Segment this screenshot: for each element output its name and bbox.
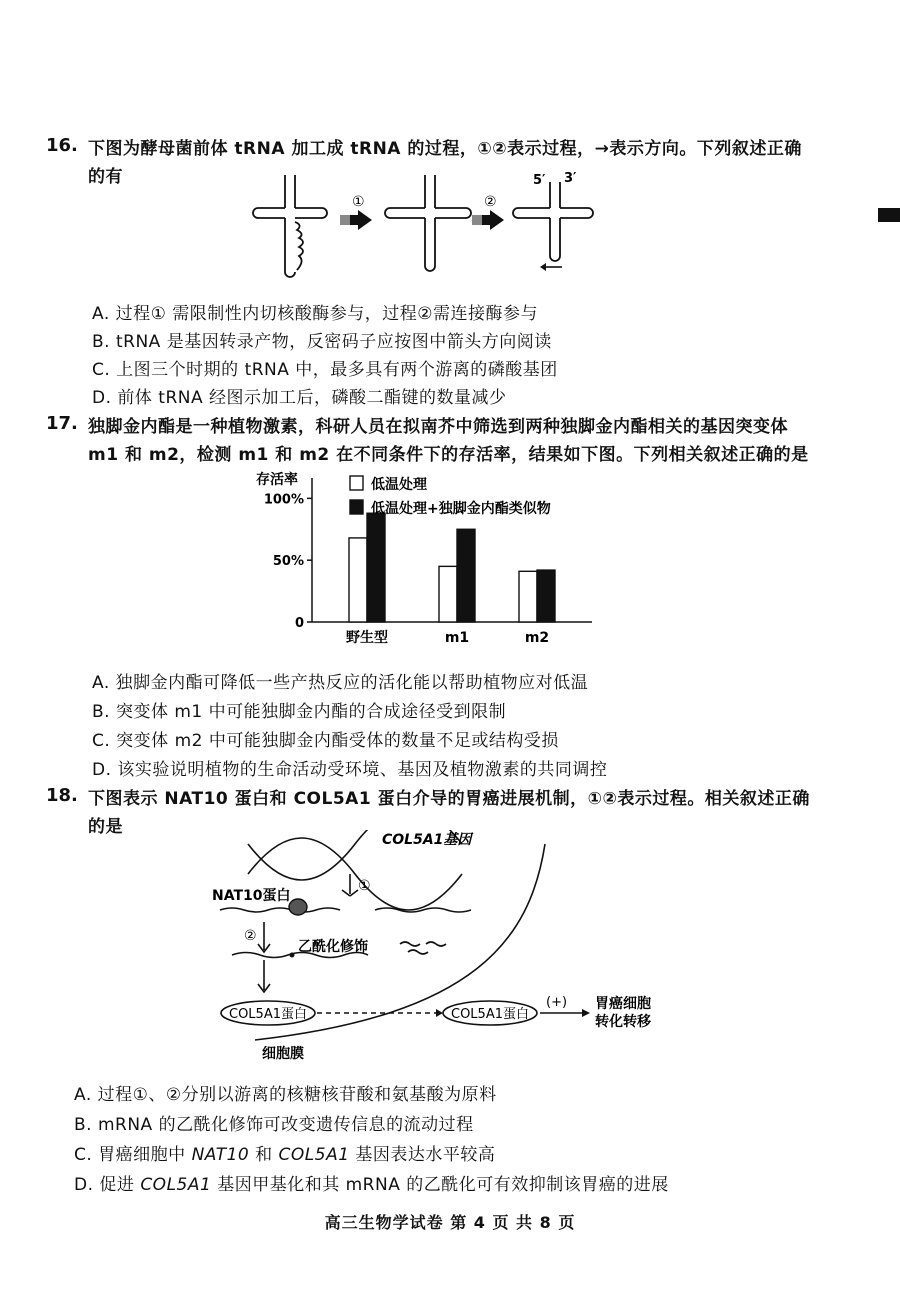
q17-option-d: D. 该实验说明植物的生命活动受环境、基因及植物激素的共同调控 [92, 760, 608, 780]
q18-option-a: A. 过程①、②分别以游离的核糖核苷酸和氨基酸为原料 [74, 1085, 497, 1105]
trna-processing-figure [240, 170, 600, 282]
direction-arrow [540, 263, 562, 271]
y-tick-label: 100% [263, 492, 304, 508]
q16-option-b: B. tRNA 是基因转录产物，反密码子应按图中箭头方向阅读 [92, 332, 552, 352]
q17-option-c: C. 突变体 m2 中可能独脚金内酯受体的数量不足或结构受损 [92, 731, 559, 751]
q16-option-d: D. 前体 tRNA 经图示加工后，磷酸二酯键的数量减少 [92, 388, 507, 408]
secretion-arrow-head [436, 1009, 443, 1017]
bar-cold-plus-analog-0 [367, 513, 385, 622]
cut-trna [385, 175, 471, 271]
legend-label: 低温处理+独脚金内酯类似物 [371, 501, 551, 517]
legend-label: 低温处理 [371, 477, 427, 493]
protein-left-label: COL5A1蛋白 [229, 1007, 307, 1022]
page-footer: 高三生物学试卷 第 4 页 共 8 页 [324, 1213, 576, 1232]
q18-option-c-mid: 和 [249, 1145, 279, 1165]
precursor-trna [253, 175, 327, 277]
q16-option-c: C. 上图三个时期的 tRNA 中，最多具有两个游离的磷酸基团 [92, 360, 558, 380]
y-axis-label: 存活率 [256, 472, 298, 488]
step2-label: ② [484, 194, 497, 210]
bar-cold-plus-analog-1 [457, 529, 475, 622]
nat10-protein-icon [289, 899, 307, 915]
q18-option-d-suffix: 基因甲基化和其 mRNA 的乙酰化可有效抑制该胃癌的进展 [211, 1175, 669, 1195]
q18-option-d-prefix: D. 促进 [74, 1175, 141, 1195]
step1-arrow [340, 210, 372, 230]
translation-arrow [258, 922, 270, 952]
five-prime-label: 5′ [533, 173, 546, 188]
promotion-sign: (+) [546, 995, 568, 1010]
legend-swatch [350, 476, 363, 490]
q18-number: 18. [46, 785, 78, 806]
protein-arrow [258, 960, 270, 992]
q17-number: 17. [46, 413, 78, 434]
q18-option-c [74, 1140, 495, 1165]
q16-option-a: A. 过程① 需限制性内切核酸酶参与，过程②需连接酶参与 [92, 304, 539, 324]
membrane-label: 细胞膜 [262, 1046, 304, 1062]
mature-trna [513, 182, 593, 261]
category-label: m2 [524, 630, 550, 646]
bar-cold-0 [349, 538, 367, 622]
q18-option-d-gene: COL5A1 [140, 1175, 212, 1195]
acetylation-label: 乙酰化修饰 [298, 939, 368, 955]
mrna-right [375, 908, 471, 912]
q17-option-a: A. 独脚金内酯可降低一些产热反应的活化能以帮助植物应对低温 [92, 673, 589, 693]
outcome-arrow-head [582, 1009, 590, 1017]
mrna-fragments [400, 942, 446, 954]
step2-label: ② [244, 928, 257, 944]
outcome-line1: 胃癌细胞 [595, 996, 651, 1012]
q17-stem-line2: m1 和 m2，检测 m1 和 m2 在不同条件下的存活率，结果如下图。下列相关叙述正确的是 [88, 445, 809, 465]
three-prime-label: 3′ [564, 171, 577, 186]
q16-number: 16. [46, 135, 78, 156]
bar-cold-plus-analog-2 [537, 570, 555, 622]
q18-option-b: B. mRNA 的乙酰化修饰可改变遗传信息的流动过程 [74, 1115, 474, 1135]
survival-rate-chart [250, 462, 610, 654]
category-label: 野生型 [346, 630, 388, 646]
step1-label: ① [352, 194, 365, 210]
q18-stem-line1: 下图表示 NAT10 蛋白和 COL5A1 蛋白介导的胃癌进展机制，①②表示过程。相关叙述正确 [88, 789, 810, 809]
outcome-line2: 转化转移 [595, 1014, 651, 1030]
y-tick-label: 50% [272, 554, 304, 570]
page-edge-mark [878, 208, 900, 222]
bar-cold-1 [439, 566, 457, 622]
q18-option-d [74, 1170, 669, 1195]
q16-stem-line1: 下图为酵母菌前体 tRNA 加工成 tRNA 的过程，①②表示过程，→表示方向。下列叙述正确 [88, 139, 802, 159]
q18-option-c-suffix: 基因表达水平较高 [349, 1145, 496, 1165]
y-tick-label: 0 [294, 616, 304, 631]
mrna-left [220, 908, 340, 912]
legend-swatch [350, 500, 363, 514]
acetyl-group-dot [290, 953, 295, 958]
q17-option-b: B. 突变体 m1 中可能独脚金内酯的合成途径受到限制 [92, 702, 507, 722]
bar-cold-2 [519, 571, 537, 622]
q18-option-c-gene1: NAT10 [191, 1145, 250, 1165]
q18-stem-line2: 的是 [88, 817, 123, 837]
nat10-label: NAT10蛋白 [212, 888, 291, 904]
q18-option-c-gene2: COL5A1 [278, 1145, 350, 1165]
protein-right-label: COL5A1蛋白 [451, 1007, 529, 1022]
step1-label: ① [358, 878, 371, 894]
q18-option-c-prefix: C. 胃癌细胞中 [74, 1145, 192, 1165]
gene-label: COL5A1基因 [382, 832, 472, 848]
gastric-cancer-mechanism-figure [200, 830, 760, 1070]
q17-stem-line1: 独脚金内酯是一种植物激素，科研人员在拟南芥中筛选到两种独脚金内酯相关的基因突变体 [88, 417, 788, 437]
category-label: m1 [444, 630, 470, 646]
step2-arrow [472, 210, 504, 230]
q16-stem-line2: 的有 [88, 167, 123, 187]
